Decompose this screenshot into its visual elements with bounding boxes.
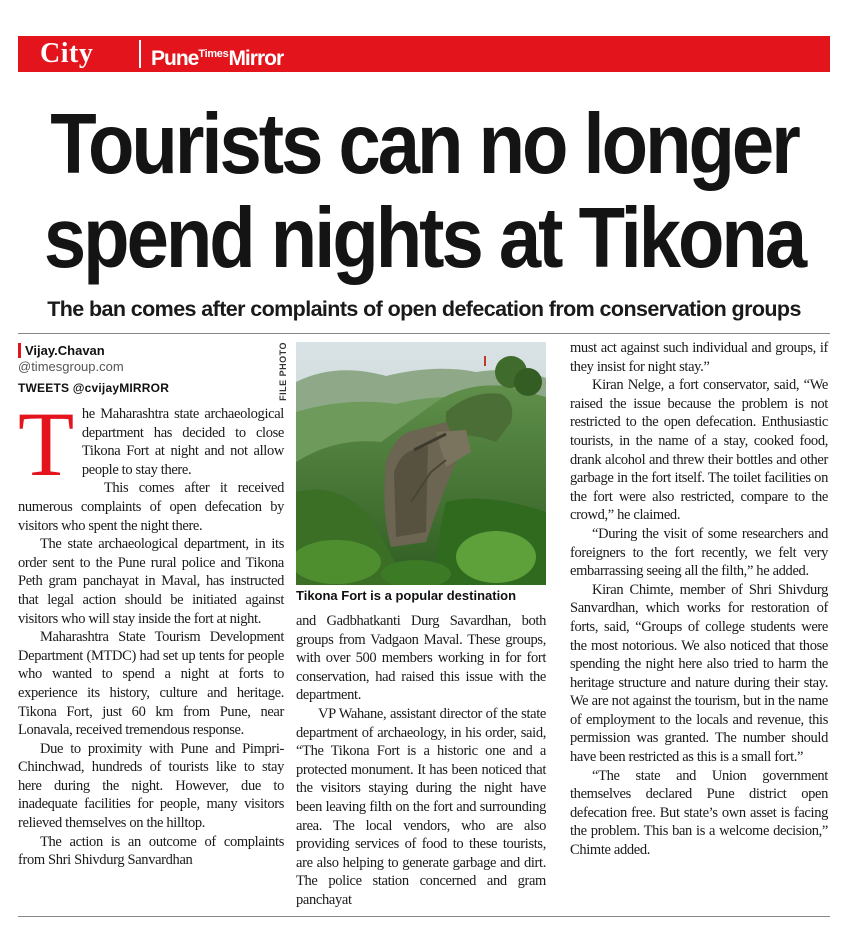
paragraph: VP Wahane, assistant director of the state department of archaeology, in his order, said, “The Tikona Fort is a historic one and a protected monument. It has been noticed that the visitors staying during the night have been leaving filth on the fort and surrounding area. The local vendors, who are also providing services of food to these tourists, are also helping to generate garbage and dirt. The police station concerned and gram panchayat	[296, 705, 546, 908]
section-header-bar	[18, 36, 830, 72]
article-column-3	[570, 339, 828, 860]
photo-credit: FILE PHOTO	[278, 342, 288, 401]
section-label: City	[40, 38, 94, 69]
article-column-2	[296, 612, 546, 910]
fort-photo-illustration	[296, 342, 546, 585]
byline-email: @timesgroup.com	[18, 359, 124, 374]
paragraph: must act against such individual and groups, if they insist for night stay.”	[570, 340, 828, 375]
headline: Tourists can no longer spend nights at Tikona	[43, 96, 805, 287]
photo-caption: Tikona Fort is a popular destination	[296, 588, 517, 603]
paragraph: he Maharashtra state archaeological department has decided to close Tikona Fort at night and not allow people to stay there.	[81, 406, 284, 478]
subheadline: The ban comes after complaints of open defecation from conservation groups	[47, 297, 801, 321]
masthead-part-times: Times	[198, 48, 229, 60]
article-column-1	[18, 393, 284, 870]
paragraph: The action is an outcome of complaints from Shri Shivdurg Sanvardhan	[18, 833, 284, 869]
paragraph: Due to proximity with Pune and Pimpri-Chinchwad, hundreds of tourists like to stay here during the night. However, due to inadequate facilities for people, many visitors relieved themselves on the hilltop.	[18, 740, 284, 832]
paragraph: The state archaeological department, in its order sent to the Pune rural police and Tikona Peth gram panchayat in Maval, has instructed that legal action should be initiated against visitors who will stay inside the fort at night.	[18, 536, 284, 627]
paragraph: Kiran Chimte, member of Shri Shivdurg Sanvardhan, which works for restoration of forts, said, “Groups of college students were the most notorious. We also noticed that those spending the night here also tried to harm the heritage structure and nature during their stay. We are not against the tourism, but in the name of employment to the locals and revenue, this permission was granted. The number should have been restricted as this is a small fort.”	[570, 581, 828, 766]
byline	[18, 343, 288, 395]
divider-rule	[18, 333, 830, 334]
byline-twitter: TWEETS @cvijayMIRROR	[18, 381, 170, 395]
masthead-part-mirror: Mirror	[228, 47, 284, 70]
paragraph: This comes after it received numerous complaints of open defecation by visitors who spent the night there.	[18, 480, 284, 534]
paragraph: “The state and Union government themselves declared Pune district open defecation free. But state’s own asset is facing the problem. This ban is a welcome decision,” Chimte added.	[570, 767, 828, 859]
bottom-rule	[18, 916, 830, 917]
fort-photo	[296, 342, 546, 585]
paragraph: Maharashtra State Tourism Development Department (MTDC) had set up tents for people who wanted to spend a night at forts to experience its history, culture and heritage. Tikona Fort, just 60 km from Pune, near Lonavala, received tremendous response.	[18, 629, 284, 739]
paragraph: and Gadbhatkanti Durg Savardhan, both groups from Vadgaon Maval. These groups, with over 500 members working in for fort conservation, had raised this issue with the department.	[296, 613, 546, 704]
paragraph: “During the visit of some researchers and foreigners to the fort recently, we felt very embarrassing seeing all the filth,” he added.	[570, 525, 828, 580]
masthead-logo	[151, 38, 283, 70]
header-divider	[139, 40, 141, 68]
drop-cap: T	[18, 393, 74, 495]
byline-author: Vijay.Chavan	[18, 343, 288, 358]
paragraph: Kiran Nelge, a fort conservator, said, “We raised the issue because the problem is not restricted to the open defecation. Enthusiastic tourists, in the name of a stay, cooked food, drank alcohol and threw their bottles and other garbage in the fort itself. The toilet facilities on the fort were also restricted, compare to the crowd,” he claimed.	[570, 377, 828, 524]
masthead-part-pune: Pune	[151, 47, 199, 70]
